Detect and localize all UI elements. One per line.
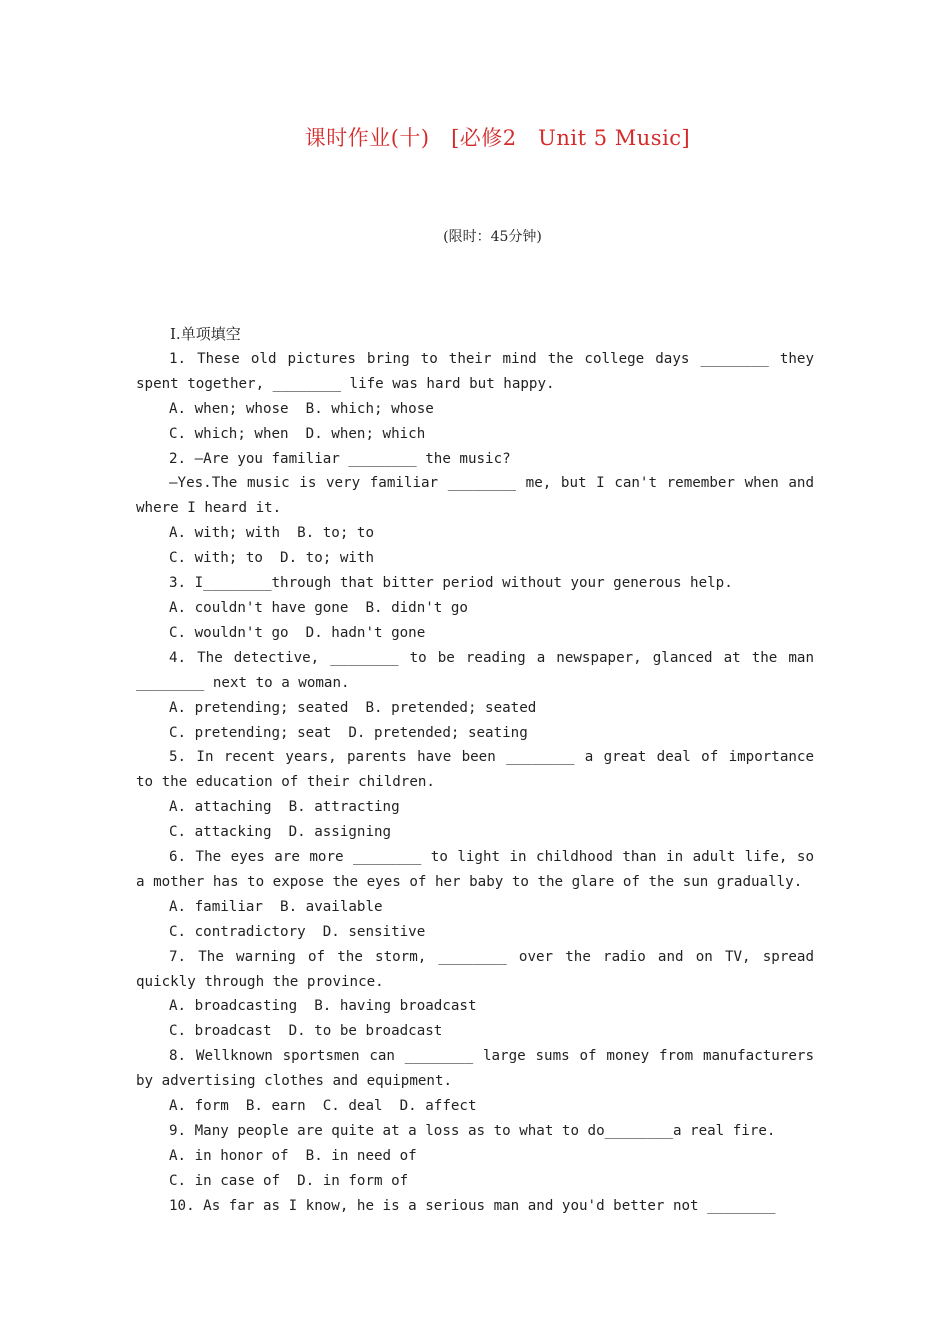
option-line: C. which; when D. when; which bbox=[169, 425, 426, 442]
option-line: C. contradictory D. sensitive bbox=[169, 923, 426, 940]
question-stem: 8. Wellknown sportsmen can ________ large sums of money from manufacturers by advertising clothes and equipment. bbox=[136, 1048, 814, 1090]
option-line: C. in case of D. in form of bbox=[169, 1172, 409, 1189]
option-line: A. form B. earn C. deal D. affect bbox=[169, 1098, 477, 1115]
question-stem: 2. —Are you familiar ________ the music? bbox=[169, 450, 511, 467]
page-title: 课时作业(十) [必修2 Unit 5 Music] bbox=[304, 126, 691, 150]
question-stem: 10. As far as I know, he is a serious man and you'd better not ________ bbox=[169, 1197, 776, 1214]
option-line: C. wouldn't go D. hadn't gone bbox=[169, 624, 426, 641]
option-line: A. couldn't have gone B. didn't go bbox=[169, 599, 468, 616]
section-title: Ⅰ.单项填空 bbox=[170, 325, 241, 343]
option-line: C. pretending; seat D. pretended; seating bbox=[169, 724, 528, 741]
option-line: A. attaching B. attracting bbox=[169, 799, 400, 816]
time-limit: (限时：45分钟) bbox=[443, 229, 542, 245]
question-stem: 9. Many people are quite at a loss as to what to do________a real fire. bbox=[169, 1123, 776, 1139]
question-9 bbox=[136, 1119, 814, 1194]
option-line: A. broadcasting B. having broadcast bbox=[169, 998, 477, 1015]
question-3 bbox=[136, 571, 814, 646]
option-line: C. attacking D. assigning bbox=[169, 824, 392, 841]
question-4 bbox=[136, 646, 814, 746]
question-6 bbox=[136, 845, 814, 945]
option-line: C. with; to D. to; with bbox=[169, 550, 374, 567]
option-line: A. in honor of B. in need of bbox=[169, 1147, 417, 1164]
question-8 bbox=[136, 1044, 814, 1119]
question-stem: 5. In recent years, parents have been ________ a great deal of importance to the education of their children. bbox=[136, 749, 814, 791]
option-line: A. when; whose B. which; whose bbox=[169, 400, 434, 417]
question-10 bbox=[136, 1194, 814, 1219]
question-2 bbox=[136, 447, 814, 572]
question-5 bbox=[136, 745, 814, 845]
option-line: A. pretending; seated B. pretended; seated bbox=[169, 699, 537, 716]
question-stem: 7. The warning of the storm, ________ over the radio and on TV, spread quickly through the province. bbox=[136, 948, 814, 990]
option-line: A. with; with B. to; to bbox=[169, 525, 374, 542]
option-line: A. familiar B. available bbox=[169, 898, 383, 915]
question-stem: 4. The detective, ________ to be reading a newspaper, glanced at the man ________ next to a woman. bbox=[136, 649, 814, 691]
question-stem-reply: —Yes.The music is very familiar ________ me, but I can't remember when and where I heard it. bbox=[136, 475, 814, 517]
question-1 bbox=[136, 347, 814, 447]
question-stem: 6. The eyes are more ________ to light in childhood than in adult life, so a mother has to expose the eyes of her baby to the glare of the sun gradually. bbox=[136, 849, 814, 890]
question-stem: 3. I________through that bitter period without your generous help. bbox=[169, 575, 733, 592]
question-7 bbox=[136, 945, 814, 1045]
option-line: C. broadcast D. to be broadcast bbox=[169, 1023, 443, 1040]
question-stem: 1. These old pictures bring to their mind the college days ________ they spent together, ________ life was hard but happy. bbox=[136, 350, 814, 392]
worksheet-body bbox=[136, 322, 814, 1219]
